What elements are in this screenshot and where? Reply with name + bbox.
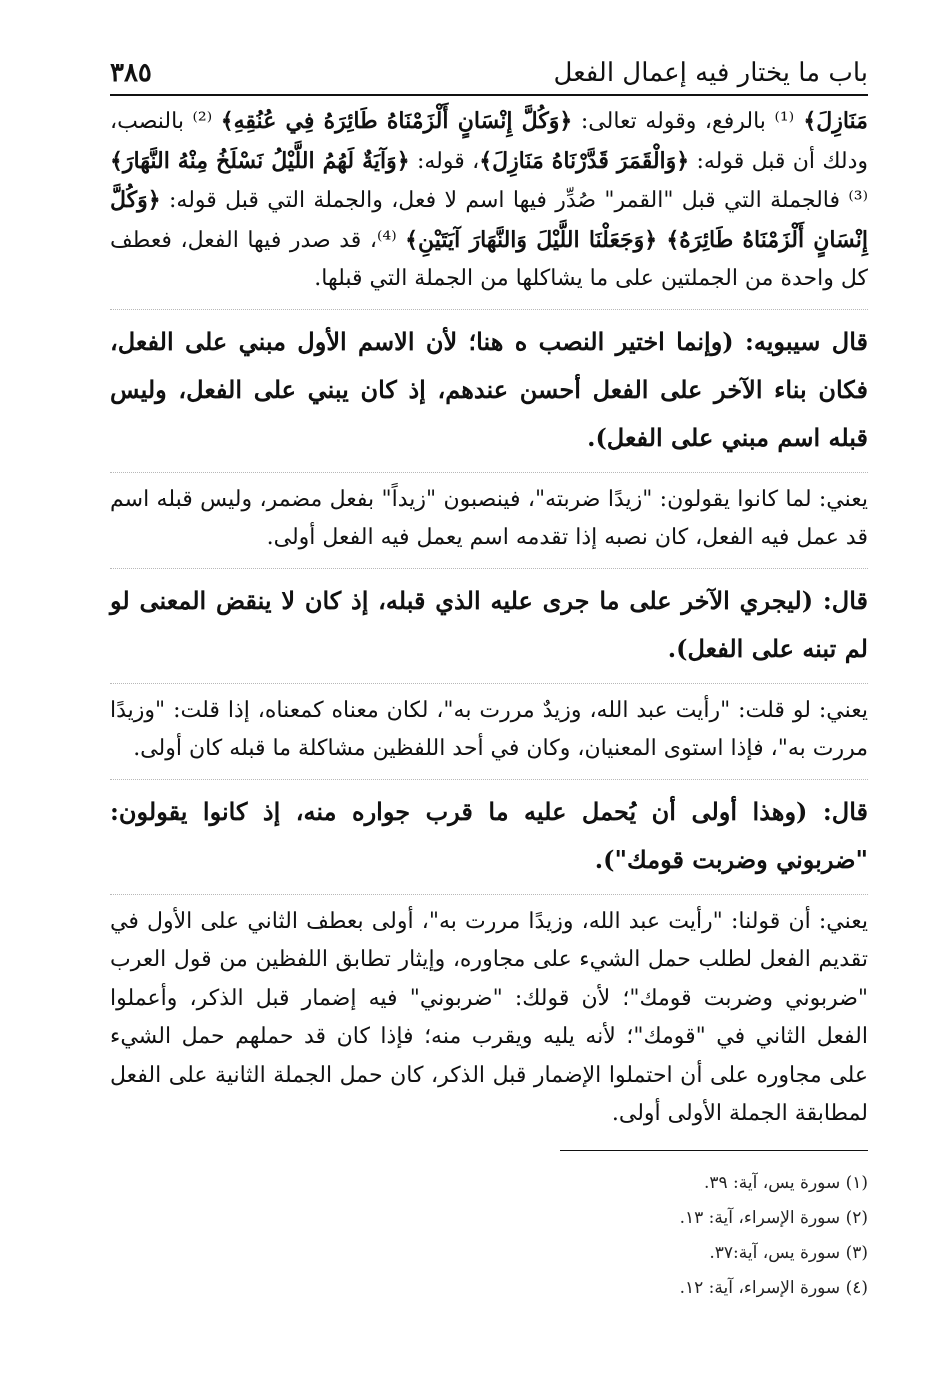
page-number: ٣٨٥ — [110, 58, 152, 88]
footnote-3: (٣) سورة يس، آية:٣٧. — [709, 1243, 868, 1263]
text-run: ⁽⁴⁾، قد صدر فيها الفعل، فعطف كل واحدة من الجملتين على ما يشاكلها من الجملة التي قبلها. — [110, 227, 868, 291]
commentary-paragraph — [110, 894, 868, 1134]
footnotes — [110, 1166, 868, 1306]
text-run: يعني: أن قولنا: "رأيت عبد الله، وزيدًا مررت به"، أولى بعطف الثاني على الأول في تقديم الفعل لطلب حمل الشيء على مجاوره، وإيثار تطابق اللفظين من قول العرب "ضربوني وضربت قومك"؛ لأن قولك: "ضربوني" فيه إضمار قبل الذكر، وأعملوا الفعل الثاني في "قومك"؛ لأنه يليه ويقرب منه؛ فإذا كان قد حملهم حمل الشيء على مجاوره على أن احتملوا الإضمار قبل الذكر، كان حمل الجملة الثانية على الفعل لمطابقة الجملة الأولى أولى. — [110, 908, 868, 1126]
footnote-separator — [560, 1150, 868, 1151]
page-header — [110, 38, 868, 88]
text-run: يعني: لو قلت: "رأيت عبد الله، وزيدٌ مررت به"، لكان معناه كمعناه، إذا قلت: "وزيدًا مررت به"، فإذا استوى المعنيان، وكان في أحد اللفظين مشاكلة ما قبله كان أولى. — [110, 697, 868, 761]
quran-verse: مَنَازِلَ﴾ — [794, 108, 868, 134]
text-run: ⁽¹⁾ بالرفع، وقوله تعالى: — [572, 109, 795, 134]
quran-verse: ﴿وَآيَةٌ لَهُمُ اللَّيْلُ نَسْلَخُ مِنْهُ النَّهَارَ﴾ — [110, 147, 410, 174]
header-rule — [110, 94, 868, 96]
text-run: قال: (ليجري الآخر على ما جرى عليه الذي قبله، إذ كان لا ينقض المعنى لو لم تبنه على الفعل). — [110, 585, 868, 663]
quote-paragraph — [110, 779, 868, 884]
text-run: ، قوله: — [409, 148, 480, 174]
quran-verse: ﴿وَالْقَمَرَ قَدَّرْنَاهُ مَنَازِلَ﴾ — [479, 147, 690, 174]
commentary-paragraph — [110, 472, 868, 558]
footnote-1: (١) سورة يس، آية: ٣٩. — [703, 1173, 868, 1193]
text-run: قال: (وهذا أولى أن يُحمل عليه ما قرب جواره منه، إذ كانوا يقولون: "ضربوني وضربت قومك"). — [110, 796, 868, 874]
commentary-paragraph — [110, 683, 868, 769]
quote-paragraph — [110, 309, 868, 462]
footnote-4: (٤) سورة الإسراء، آية: ١٢. — [679, 1278, 868, 1298]
quran-verse: ﴿وَكُلَّ إِنْسَانٍ أَلْزَمْنَاهُ طَائِرَهُ﴾ ﴿وَجَعَلْنَا اللَّيْلَ وَالنَّهَارَ آيَتَيْنِ﴾ — [110, 187, 868, 253]
text-run: ⁽²⁾ بالنصب، ودلك أن قبل قوله: — [110, 109, 868, 174]
text-run: ⁽³⁾ فالجملة التي قبل "القمر" صُدِّر فيها اسم لا فعل، والجملة التي قبل قوله: — [160, 188, 868, 213]
text-run: قال سيبويه: (وإنما اختير النصب ه هنا؛ لأن الاسم الأول مبني على الفعل، فكان بناء الآخر على الفعل أحسن عندهم، إذ كان يبني على الفعل، وليس قبله اسم مبني على الفعل). — [110, 326, 868, 452]
text-run: يعني: لما كانوا يقولون: "زيدًا ضربته"، فينصبون "زيداً" بفعل مضمر، وليس قبله اسم قد عمل فيه الفعل، كان نصبه إذا تقدمه اسم يعمل فيه الفعل أولى. — [110, 486, 868, 550]
chapter-title: باب ما يختار فيه إعمال الفعل — [553, 58, 868, 88]
footnote-2: (٢) سورة الإسراء، آية: ١٣. — [679, 1208, 868, 1228]
quote-paragraph — [110, 568, 868, 673]
commentary-paragraph — [110, 102, 868, 299]
quran-verse: ﴿وَكُلَّ إِنْسَانٍ أَلْزَمْنَاهُ طَائِرَهُ فِي عُنُقِهِ﴾ — [220, 108, 573, 134]
main-text — [110, 102, 868, 1134]
